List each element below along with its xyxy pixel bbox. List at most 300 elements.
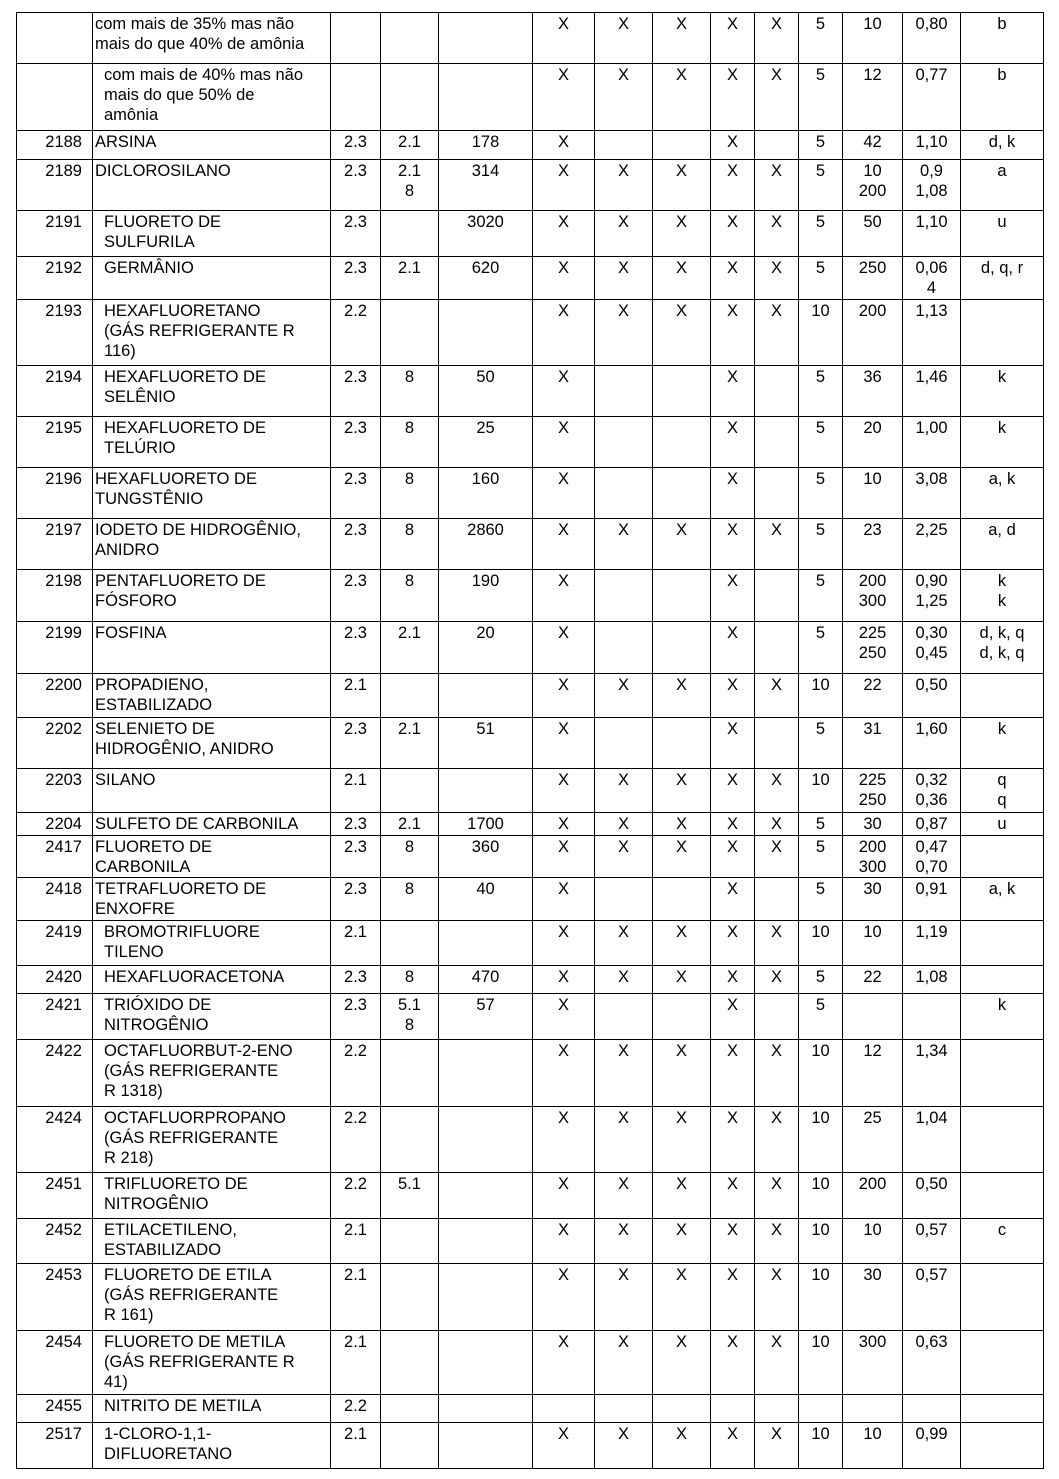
class-cell: 2.1 [331, 1264, 381, 1331]
class-cell: 2.3 [331, 519, 381, 570]
test-period-cell: 5 [799, 718, 843, 769]
un-number-cell: 2453 [17, 1264, 93, 1331]
closed-cryo-mark-cell: X [711, 966, 755, 994]
closed-cryo-mark-cell: X [711, 160, 755, 211]
un-number-cell: 2451 [17, 1173, 93, 1219]
cylinder-mark-cell: X [533, 813, 595, 836]
tube-mark-cell: X [595, 13, 653, 64]
subsidiary-risk-cell: 8 [381, 878, 439, 921]
substance-name-cell: HEXAFLUORETO DE TELÚRIO [93, 417, 331, 468]
substance-name-cell: HEXAFLUORETO DE SELÊNIO [93, 366, 331, 417]
un-number-cell: 2198 [17, 570, 93, 622]
cylinder-mark-cell: X [533, 769, 595, 813]
lc50-cell [439, 1219, 533, 1264]
table-row [17, 417, 1044, 468]
special-provisions-cell: c [961, 1219, 1044, 1264]
lc50-cell: 1700 [439, 813, 533, 836]
test-period-cell: 5 [799, 64, 843, 131]
cylinder-mark-cell: X [533, 1107, 595, 1173]
subsidiary-risk-cell: 5.1 8 [381, 994, 439, 1040]
filling-ratio-cell: 1,34 [903, 1040, 961, 1107]
pressure-drum-mark-cell: X [653, 1331, 711, 1395]
megc-mark-cell: X [755, 211, 799, 257]
tube-mark-cell [595, 994, 653, 1040]
megc-mark-cell: X [755, 674, 799, 718]
pressure-drum-mark-cell: X [653, 211, 711, 257]
tube-mark-cell [595, 131, 653, 160]
substance-name-cell: BROMOTRIFLUORE TILENO [93, 921, 331, 966]
un-number-cell: 2417 [17, 836, 93, 878]
pressure-drum-mark-cell: X [653, 519, 711, 570]
substance-name-cell: FLUORETO DE SULFURILA [93, 211, 331, 257]
table-row [17, 211, 1044, 257]
test-pressure-cell: 12 [843, 64, 903, 131]
lc50-cell: 160 [439, 468, 533, 519]
special-provisions-cell: k [961, 994, 1044, 1040]
substance-name-cell: SULFETO DE CARBONILA [93, 813, 331, 836]
filling-ratio-cell: 0,87 [903, 813, 961, 836]
subsidiary-risk-cell [381, 1264, 439, 1331]
substance-name-cell: com mais de 40% mas não mais do que 50% de amônia [93, 64, 331, 131]
closed-cryo-mark-cell: X [711, 1040, 755, 1107]
megc-mark-cell: X [755, 257, 799, 300]
class-cell: 2.3 [331, 366, 381, 417]
table-row [17, 300, 1044, 366]
test-period-cell: 5 [799, 994, 843, 1040]
test-pressure-cell: 300 [843, 1331, 903, 1395]
closed-cryo-mark-cell: X [711, 417, 755, 468]
closed-cryo-mark-cell: X [711, 300, 755, 366]
closed-cryo-mark-cell: X [711, 994, 755, 1040]
cylinder-mark-cell: X [533, 836, 595, 878]
megc-mark-cell: X [755, 921, 799, 966]
substance-name-cell: OCTAFLUORPROPANO (GÁS REFRIGERANTE R 218) [93, 1107, 331, 1173]
table-row [17, 1040, 1044, 1107]
class-cell: 2.2 [331, 300, 381, 366]
un-number-cell [17, 13, 93, 64]
test-period-cell: 10 [799, 921, 843, 966]
megc-mark-cell: X [755, 1264, 799, 1331]
tube-mark-cell: X [595, 769, 653, 813]
megc-mark-cell: X [755, 300, 799, 366]
megc-mark-cell [755, 622, 799, 674]
un-number-cell: 2452 [17, 1219, 93, 1264]
filling-ratio-cell: 1,10 [903, 211, 961, 257]
test-period-cell: 5 [799, 417, 843, 468]
cylinder-mark-cell: X [533, 1040, 595, 1107]
cylinder-mark-cell: X [533, 921, 595, 966]
test-period-cell [799, 1395, 843, 1423]
subsidiary-risk-cell [381, 1040, 439, 1107]
megc-mark-cell: X [755, 160, 799, 211]
un-number-cell: 2517 [17, 1423, 93, 1469]
class-cell: 2.3 [331, 468, 381, 519]
special-provisions-cell: k [961, 718, 1044, 769]
tube-mark-cell: X [595, 1219, 653, 1264]
closed-cryo-mark-cell: X [711, 366, 755, 417]
subsidiary-risk-cell [381, 1219, 439, 1264]
table-row [17, 966, 1044, 994]
filling-ratio-cell: 0,77 [903, 64, 961, 131]
tube-mark-cell: X [595, 1107, 653, 1173]
tube-mark-cell: X [595, 836, 653, 878]
un-number-cell: 2454 [17, 1331, 93, 1395]
pressure-drum-mark-cell: X [653, 966, 711, 994]
filling-ratio-cell: 1,00 [903, 417, 961, 468]
lc50-cell [439, 1173, 533, 1219]
megc-mark-cell: X [755, 1173, 799, 1219]
tube-mark-cell: X [595, 921, 653, 966]
filling-ratio-cell: 0,30 0,45 [903, 622, 961, 674]
class-cell [331, 13, 381, 64]
lc50-cell [439, 1107, 533, 1173]
test-pressure-cell: 200 300 [843, 836, 903, 878]
test-period-cell: 5 [799, 836, 843, 878]
test-pressure-cell [843, 1395, 903, 1423]
substance-name-cell: TRIÓXIDO DE NITROGÊNIO [93, 994, 331, 1040]
tube-mark-cell: X [595, 674, 653, 718]
lc50-cell: 178 [439, 131, 533, 160]
test-period-cell: 5 [799, 211, 843, 257]
lc50-cell: 470 [439, 966, 533, 994]
closed-cryo-mark-cell: X [711, 519, 755, 570]
megc-mark-cell [755, 718, 799, 769]
subsidiary-risk-cell [381, 64, 439, 131]
lc50-cell [439, 1040, 533, 1107]
closed-cryo-mark-cell: X [711, 1331, 755, 1395]
un-number-cell: 2199 [17, 622, 93, 674]
test-period-cell: 10 [799, 1107, 843, 1173]
un-number-cell: 2202 [17, 718, 93, 769]
table-row [17, 468, 1044, 519]
class-cell: 2.3 [331, 160, 381, 211]
filling-ratio-cell: 0,57 [903, 1219, 961, 1264]
pressure-drum-mark-cell: X [653, 813, 711, 836]
test-period-cell: 5 [799, 966, 843, 994]
table-row [17, 13, 1044, 64]
lc50-cell: 3020 [439, 211, 533, 257]
class-cell: 2.2 [331, 1107, 381, 1173]
closed-cryo-mark-cell: X [711, 570, 755, 622]
table-row [17, 769, 1044, 813]
subsidiary-risk-cell [381, 1331, 439, 1395]
table-row [17, 1219, 1044, 1264]
class-cell: 2.3 [331, 994, 381, 1040]
special-provisions-cell: k [961, 417, 1044, 468]
lc50-cell: 50 [439, 366, 533, 417]
class-cell: 2.1 [331, 921, 381, 966]
filling-ratio-cell: 0,80 [903, 13, 961, 64]
pressure-drum-mark-cell: X [653, 257, 711, 300]
class-cell: 2.3 [331, 718, 381, 769]
closed-cryo-mark-cell: X [711, 1219, 755, 1264]
un-number-cell: 2455 [17, 1395, 93, 1423]
tube-mark-cell [595, 718, 653, 769]
pressure-drum-mark-cell [653, 622, 711, 674]
un-number-cell: 2197 [17, 519, 93, 570]
table-row [17, 160, 1044, 211]
cylinder-mark-cell: X [533, 131, 595, 160]
pressure-drum-mark-cell [653, 417, 711, 468]
megc-mark-cell: X [755, 966, 799, 994]
un-number-cell [17, 64, 93, 131]
pressure-drum-mark-cell: X [653, 769, 711, 813]
lc50-cell [439, 921, 533, 966]
cylinder-mark-cell: X [533, 994, 595, 1040]
filling-ratio-cell: 0,91 [903, 878, 961, 921]
filling-ratio-cell: 0,63 [903, 1331, 961, 1395]
cylinder-mark-cell: X [533, 878, 595, 921]
filling-ratio-cell: 1,13 [903, 300, 961, 366]
test-pressure-cell: 200 [843, 300, 903, 366]
filling-ratio-cell: 0,90 1,25 [903, 570, 961, 622]
un-number-cell: 2191 [17, 211, 93, 257]
megc-mark-cell [755, 1395, 799, 1423]
pressure-drum-mark-cell [653, 468, 711, 519]
special-provisions-cell [961, 300, 1044, 366]
test-period-cell: 5 [799, 366, 843, 417]
dangerous-goods-gas-table [16, 12, 1044, 1469]
pressure-drum-mark-cell: X [653, 1173, 711, 1219]
table-row [17, 366, 1044, 417]
test-pressure-cell: 30 [843, 878, 903, 921]
pressure-drum-mark-cell: X [653, 1040, 711, 1107]
cylinder-mark-cell: X [533, 468, 595, 519]
filling-ratio-cell: 0,06 4 [903, 257, 961, 300]
subsidiary-risk-cell: 8 [381, 570, 439, 622]
test-period-cell: 10 [799, 1264, 843, 1331]
test-period-cell: 10 [799, 1423, 843, 1469]
closed-cryo-mark-cell: X [711, 1423, 755, 1469]
cylinder-mark-cell: X [533, 1423, 595, 1469]
subsidiary-risk-cell: 8 [381, 519, 439, 570]
table-row [17, 878, 1044, 921]
table-row [17, 1173, 1044, 1219]
closed-cryo-mark-cell: X [711, 674, 755, 718]
substance-name-cell: com mais de 35% mas não mais do que 40% de amônia [93, 13, 331, 64]
cylinder-mark-cell: X [533, 300, 595, 366]
special-provisions-cell: d, q, r [961, 257, 1044, 300]
special-provisions-cell [961, 921, 1044, 966]
un-number-cell: 2420 [17, 966, 93, 994]
closed-cryo-mark-cell: X [711, 878, 755, 921]
test-period-cell: 5 [799, 131, 843, 160]
test-period-cell: 5 [799, 813, 843, 836]
cylinder-mark-cell: X [533, 1331, 595, 1395]
subsidiary-risk-cell: 5.1 [381, 1173, 439, 1219]
substance-name-cell: SILANO [93, 769, 331, 813]
cylinder-mark-cell: X [533, 1264, 595, 1331]
megc-mark-cell [755, 131, 799, 160]
lc50-cell: 25 [439, 417, 533, 468]
tube-mark-cell: X [595, 1040, 653, 1107]
pressure-drum-mark-cell: X [653, 64, 711, 131]
test-pressure-cell: 250 [843, 257, 903, 300]
substance-name-cell: NITRITO DE METILA [93, 1395, 331, 1423]
table-row [17, 718, 1044, 769]
test-pressure-cell: 10 [843, 468, 903, 519]
substance-name-cell: TRIFLUORETO DE NITROGÊNIO [93, 1173, 331, 1219]
tube-mark-cell [595, 417, 653, 468]
substance-name-cell: FLUORETO DE ETILA (GÁS REFRIGERANTE R 161) [93, 1264, 331, 1331]
pressure-drum-mark-cell: X [653, 13, 711, 64]
pressure-drum-mark-cell: X [653, 1219, 711, 1264]
subsidiary-risk-cell: 8 [381, 836, 439, 878]
test-pressure-cell: 20 [843, 417, 903, 468]
megc-mark-cell: X [755, 64, 799, 131]
substance-name-cell: HEXAFLUORETANO (GÁS REFRIGERANTE R 116) [93, 300, 331, 366]
tube-mark-cell: X [595, 1173, 653, 1219]
special-provisions-cell: d, k [961, 131, 1044, 160]
test-pressure-cell: 225 250 [843, 769, 903, 813]
closed-cryo-mark-cell: X [711, 1264, 755, 1331]
test-pressure-cell: 36 [843, 366, 903, 417]
cylinder-mark-cell: X [533, 160, 595, 211]
filling-ratio-cell: 1,08 [903, 966, 961, 994]
table-row [17, 519, 1044, 570]
substance-name-cell: 1-CLORO-1,1- DIFLUORETANO [93, 1423, 331, 1469]
closed-cryo-mark-cell: X [711, 921, 755, 966]
lc50-cell: 20 [439, 622, 533, 674]
substance-name-cell: PROPADIENO, ESTABILIZADO [93, 674, 331, 718]
subsidiary-risk-cell [381, 769, 439, 813]
megc-mark-cell [755, 570, 799, 622]
special-provisions-cell: d, k, q d, k, q [961, 622, 1044, 674]
substance-name-cell: PENTAFLUORETO DE FÓSFORO [93, 570, 331, 622]
test-period-cell: 10 [799, 1040, 843, 1107]
lc50-cell [439, 769, 533, 813]
test-period-cell: 10 [799, 674, 843, 718]
test-pressure-cell: 10 [843, 1423, 903, 1469]
megc-mark-cell: X [755, 1331, 799, 1395]
test-pressure-cell: 30 [843, 1264, 903, 1331]
filling-ratio-cell: 1,10 [903, 131, 961, 160]
megc-mark-cell [755, 468, 799, 519]
pressure-drum-mark-cell: X [653, 1107, 711, 1173]
filling-ratio-cell [903, 1395, 961, 1423]
subsidiary-risk-cell [381, 1107, 439, 1173]
lc50-cell: 57 [439, 994, 533, 1040]
substance-name-cell: OCTAFLUORBUT-2-ENO (GÁS REFRIGERANTE R 1318) [93, 1040, 331, 1107]
tube-mark-cell: X [595, 160, 653, 211]
filling-ratio-cell: 0,99 [903, 1423, 961, 1469]
substance-name-cell: ETILACETILENO, ESTABILIZADO [93, 1219, 331, 1264]
closed-cryo-mark-cell: X [711, 718, 755, 769]
tube-mark-cell: X [595, 1423, 653, 1469]
table-row [17, 674, 1044, 718]
lc50-cell: 620 [439, 257, 533, 300]
un-number-cell: 2418 [17, 878, 93, 921]
special-provisions-cell [961, 674, 1044, 718]
test-period-cell: 10 [799, 1219, 843, 1264]
megc-mark-cell [755, 878, 799, 921]
special-provisions-cell: u [961, 813, 1044, 836]
filling-ratio-cell: 1,46 [903, 366, 961, 417]
tube-mark-cell: X [595, 300, 653, 366]
test-pressure-cell: 225 250 [843, 622, 903, 674]
class-cell: 2.3 [331, 257, 381, 300]
table-row [17, 1107, 1044, 1173]
filling-ratio-cell: 1,04 [903, 1107, 961, 1173]
un-number-cell: 2193 [17, 300, 93, 366]
special-provisions-cell: k k [961, 570, 1044, 622]
tube-mark-cell: X [595, 966, 653, 994]
test-pressure-cell: 25 [843, 1107, 903, 1173]
table-row [17, 622, 1044, 674]
closed-cryo-mark-cell: X [711, 1173, 755, 1219]
cylinder-mark-cell: X [533, 1219, 595, 1264]
test-period-cell: 5 [799, 878, 843, 921]
un-number-cell: 2195 [17, 417, 93, 468]
megc-mark-cell: X [755, 813, 799, 836]
table-row [17, 836, 1044, 878]
tube-mark-cell [595, 468, 653, 519]
filling-ratio-cell: 0,57 [903, 1264, 961, 1331]
un-number-cell: 2424 [17, 1107, 93, 1173]
class-cell: 2.1 [331, 674, 381, 718]
un-number-cell: 2422 [17, 1040, 93, 1107]
lc50-cell: 314 [439, 160, 533, 211]
filling-ratio-cell: 0,47 0,70 [903, 836, 961, 878]
substance-name-cell: TETRAFLUORETO DE ENXOFRE [93, 878, 331, 921]
subsidiary-risk-cell [381, 674, 439, 718]
test-pressure-cell: 31 [843, 718, 903, 769]
special-provisions-cell: b [961, 64, 1044, 131]
un-number-cell: 2204 [17, 813, 93, 836]
special-provisions-cell [961, 1395, 1044, 1423]
filling-ratio-cell: 3,08 [903, 468, 961, 519]
cylinder-mark-cell: X [533, 718, 595, 769]
test-period-cell: 5 [799, 160, 843, 211]
special-provisions-cell [961, 1107, 1044, 1173]
megc-mark-cell: X [755, 769, 799, 813]
closed-cryo-mark-cell: X [711, 131, 755, 160]
substance-name-cell: FOSFINA [93, 622, 331, 674]
cylinder-mark-cell: X [533, 570, 595, 622]
test-pressure-cell: 10 [843, 1219, 903, 1264]
lc50-cell: 360 [439, 836, 533, 878]
class-cell: 2.3 [331, 417, 381, 468]
table-row [17, 921, 1044, 966]
tube-mark-cell: X [595, 64, 653, 131]
lc50-cell [439, 64, 533, 131]
cylinder-mark-cell: X [533, 622, 595, 674]
special-provisions-cell: a [961, 160, 1044, 211]
tube-mark-cell [595, 570, 653, 622]
closed-cryo-mark-cell [711, 1395, 755, 1423]
tube-mark-cell: X [595, 813, 653, 836]
subsidiary-risk-cell: 2.1 [381, 718, 439, 769]
pressure-drum-mark-cell [653, 878, 711, 921]
closed-cryo-mark-cell: X [711, 211, 755, 257]
test-pressure-cell: 23 [843, 519, 903, 570]
cylinder-mark-cell: X [533, 674, 595, 718]
subsidiary-risk-cell [381, 1395, 439, 1423]
table-row [17, 257, 1044, 300]
subsidiary-risk-cell: 2.1 [381, 813, 439, 836]
class-cell: 2.3 [331, 813, 381, 836]
special-provisions-cell [961, 1331, 1044, 1395]
table-row [17, 131, 1044, 160]
substance-name-cell: HEXAFLUORETO DE TUNGSTÊNIO [93, 468, 331, 519]
lc50-cell: 40 [439, 878, 533, 921]
tube-mark-cell: X [595, 519, 653, 570]
megc-mark-cell [755, 994, 799, 1040]
special-provisions-cell: a, k [961, 878, 1044, 921]
un-number-cell: 2189 [17, 160, 93, 211]
class-cell: 2.2 [331, 1173, 381, 1219]
test-period-cell: 5 [799, 570, 843, 622]
